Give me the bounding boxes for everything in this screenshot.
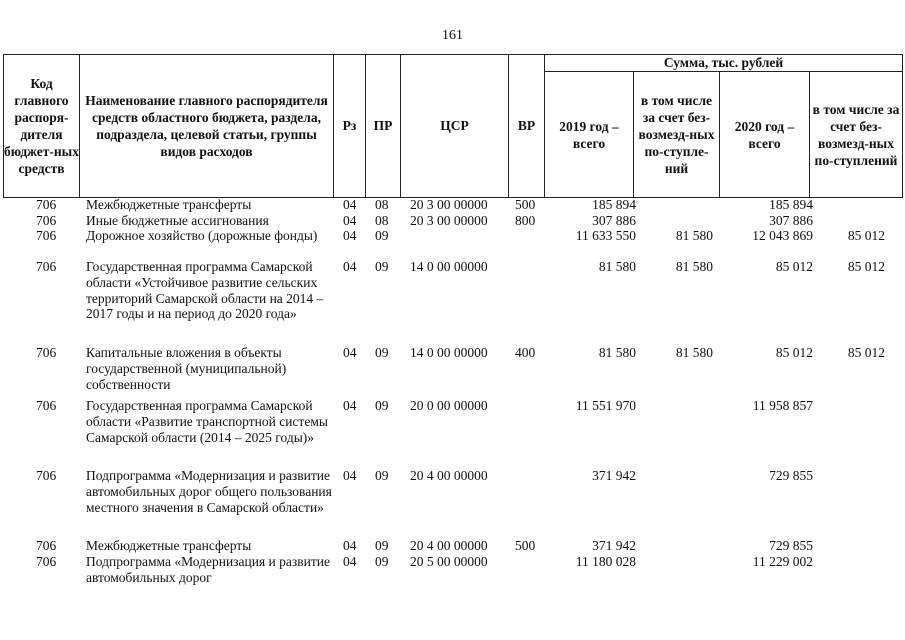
cell-2019-total: 371 942 [592,538,636,554]
cell-code: 706 [36,197,57,212]
cell-csr: 14 0 00 00000 [410,259,488,275]
cell-pr: 09 [375,345,389,361]
table-row [3,228,903,259]
header-2019-incl: в том числе за счет без-возмезд-ных по-ступле-ний [638,93,715,176]
cell-name: Государственная программа Самарской области «Развитие транспортной системы Самарской области (2014 – 2025 годы)» [86,398,328,445]
cell-2020-incl: 85 012 [847,228,885,244]
table-header [3,54,903,198]
header-rz: Рз [342,118,357,133]
cell-csr: 20 0 00 00000 [410,398,488,414]
table-row [3,398,903,468]
header-2020-incl: в том числе за счет без-возмезд-ных по-ступлений [812,101,900,168]
table-row [3,538,903,554]
cell-rz: 04 [343,538,357,554]
cell-rz: 04 [343,468,357,484]
cell-vr: 800 [515,212,536,228]
cell-2020-total: 85 012 [775,345,813,361]
cell-2020-incl: 85 012 [847,259,885,275]
header-csr: ЦСР [440,118,469,133]
cell-vr: 400 [515,345,536,361]
table-row [3,468,903,538]
cell-2020-total: 11 229 002 [752,553,813,569]
header-2020-total: 2020 год – всего [734,118,795,151]
cell-name: Иные бюджетные ассигнования [86,212,269,228]
cell-pr: 09 [375,538,389,554]
cell-vr: 500 [515,538,536,554]
cell-2020-total: 11 958 857 [752,398,813,414]
cell-pr: 09 [375,553,389,569]
cell-2020-total: 729 855 [769,468,813,484]
cell-2020-total: 185 894 [769,197,813,212]
cell-vr: 500 [515,197,536,212]
cell-2020-total: 85 012 [775,259,813,275]
cell-rz: 04 [343,398,357,414]
table-row [3,554,903,585]
cell-code: 706 [36,398,57,414]
cell-csr: 20 4 00 00000 [410,538,488,554]
cell-2019-incl: 81 580 [675,259,713,275]
cell-code: 706 [36,468,57,484]
cell-csr: 20 3 00 00000 [410,197,488,212]
cell-rz: 04 [343,212,357,228]
table-row [3,213,903,229]
cell-code: 706 [36,538,57,554]
col-line-10 [902,54,903,198]
cell-rz: 04 [343,553,357,569]
table-row [3,197,903,213]
cell-code: 706 [36,212,57,228]
cell-2019-incl: 81 580 [675,228,713,244]
header-code: Код главного распоря-дителя бюджет-ных средств [4,75,79,176]
page-number: 161 [442,28,463,43]
cell-2019-total: 185 894 [592,197,636,212]
cell-name: Межбюджетные трансферты [86,197,252,212]
cell-name: Капитальные вложения в объекты государственной (муниципальной) собственности [86,345,287,392]
cell-name: Подпрограмма «Модернизация и развитие автомобильных дорог [86,553,330,585]
header-vr: ВР [517,118,536,133]
cell-2020-total: 307 886 [769,212,813,228]
table-body [3,197,903,585]
header-sum: Сумма, тыс. рублей [663,55,784,70]
cell-2019-total: 307 886 [592,212,636,228]
header-name: Наименование главного распорядителя средств областного бюджета, раздела, подраздела, целевой статьи, группы видов расходов [85,92,328,159]
cell-code: 706 [36,259,57,275]
cell-2019-total: 371 942 [592,468,636,484]
cell-rz: 04 [343,259,357,275]
cell-2020-total: 729 855 [769,538,813,554]
cell-rz: 04 [343,197,357,212]
cell-2019-total: 11 180 028 [575,553,636,569]
cell-2019-total: 81 580 [598,259,636,275]
cell-pr: 08 [375,212,389,228]
cell-pr: 08 [375,197,389,212]
cell-2019-total: 81 580 [598,345,636,361]
cell-pr: 09 [375,259,389,275]
cell-pr: 09 [375,228,389,244]
cell-2019-total: 11 551 970 [575,398,636,414]
cell-rz: 04 [343,228,357,244]
cell-pr: 09 [375,468,389,484]
cell-code: 706 [36,553,57,569]
cell-rz: 04 [343,345,357,361]
cell-csr: 20 5 00 00000 [410,553,488,569]
header-pr: ПР [373,118,393,133]
table-row [3,259,903,345]
cell-name: Межбюджетные трансферты [86,538,252,554]
header-2019-total: 2019 год – всего [559,118,619,151]
cell-name: Государственная программа Самарской области «Устойчивое развитие сельских территорий Самарской области на 2014 – 2017 годы и на период до 2020 года» [86,259,324,322]
cell-csr: 20 4 00 00000 [410,468,488,484]
cell-name: Подпрограмма «Модернизация и развитие автомобильных дорог общего пользования местного значения в Самарской области» [86,468,332,515]
cell-2019-incl: 81 580 [675,345,713,361]
cell-csr: 14 0 00 00000 [410,345,488,361]
table-row [3,345,903,398]
cell-2020-total: 12 043 869 [752,228,813,244]
cell-2019-total: 11 633 550 [575,228,636,244]
cell-code: 706 [36,228,57,244]
cell-csr: 20 3 00 00000 [410,212,488,228]
cell-name: Дорожное хозяйство (дорожные фонды) [86,228,318,244]
cell-2020-incl: 85 012 [847,345,885,361]
cell-pr: 09 [375,398,389,414]
cell-code: 706 [36,345,57,361]
